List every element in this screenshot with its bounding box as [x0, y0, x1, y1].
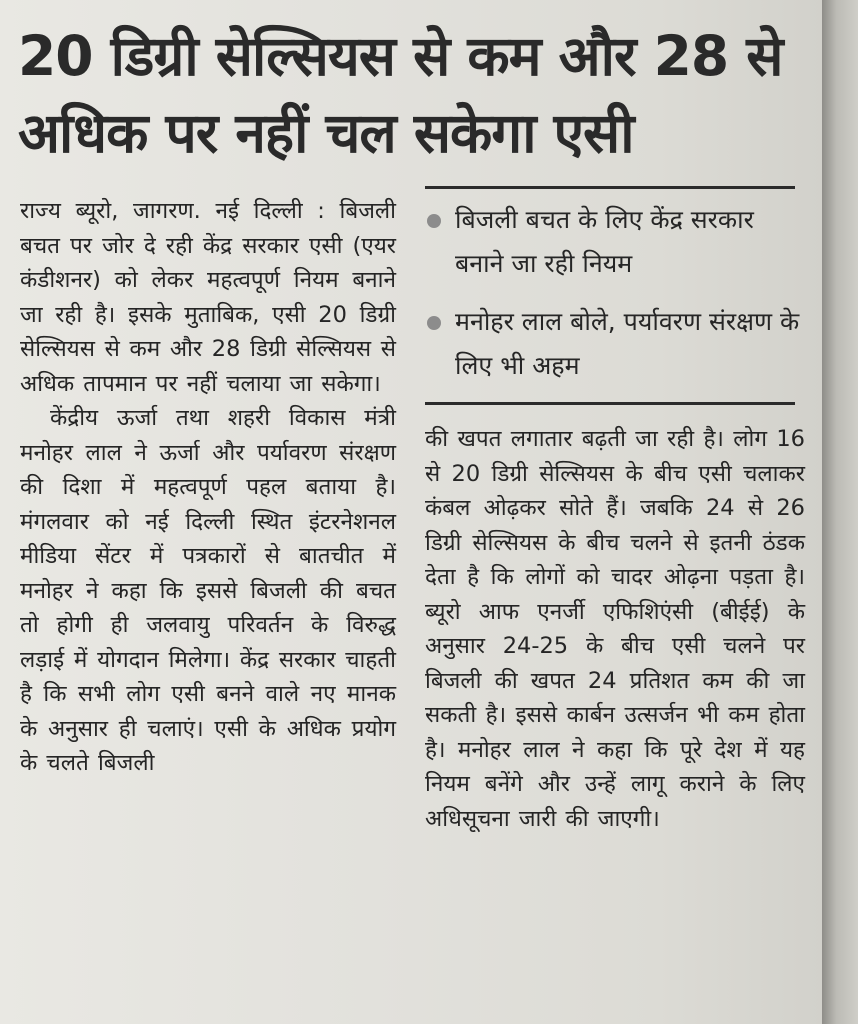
paragraph-continuation: की खपत लगातार बढ़ती जा रही है। लोग 16 से 20 डिग्री सेल्सियस के बीच एसी चलाकर कंबल ओढ़कर सोते हैं। जबकि 24 से 26 डिग्री सेल्सियस के बीच चलने से इतनी ठंडक देता है कि लोगों को चादर ओढ़ना पड़ता है। ब्यूरो आफ एनर्जी एफिशिएंसी (बीईई) के अनुसार 24-25 के बीच एसी चलने पर बिजली की खपत 24 प्रतिशत कम की जा सकती है। इससे कार्बन उत्सर्जन भी कम होता है। मनोहर लाल ने कहा कि पूरे देश में यह नियम बनेंगे और उन्हें लागू कराने के लिए अधिसूचना जारी की जाएगी।: [425, 426, 805, 832]
divider-top: [425, 186, 795, 189]
highlight-item: [425, 198, 805, 286]
bullet-icon: [427, 214, 441, 228]
headline: 20 डिग्री सेल्सियस से कम और 28 से अधिक पर नहीं चल सकेगा एसी: [18, 24, 783, 165]
highlight-text: मनोहर लाल बोले, पर्यावरण संरक्षण के लिए भी अहम: [455, 307, 800, 380]
page-edge: [822, 0, 858, 1024]
paragraph-minister: केंद्रीय ऊर्जा तथा शहरी विकास मंत्री मनोहर लाल ने ऊर्जा और पर्यावरण संरक्षण की दिशा में महत्वपूर्ण पहल बताया है। मंगलवार को नई दिल्ली स्थित इंटरनेशनल मीडिया सेंटर में पत्रकारों से बातचीत में मनोहर ने कहा कि इससे बिजली की बचत तो होगी ही जलवायु परिवर्तन के विरुद्ध लड़ाई में योगदान मिलेगा। केंद्र सरकार चाहती है कि सभी लोग एसी बनने वाले नए मानक के अनुसार ही चलाएं। एसी के अधिक प्रयोग के चलते बिजली: [20, 405, 396, 776]
paragraph-intro: राज्य ब्यूरो, जागरण. नई दिल्ली : बिजली बचत पर जोर दे रही केंद्र सरकार एसी (एयर कंडीशनर) को लेकर महत्वपूर्ण नियम बनाने जा रही है। इसके मुताबिक, एसी 20 डिग्री सेल्सियस से कम और 28 डिग्री सेल्सियस से अधिक तापमान पर नहीं चलाया जा सकेगा।: [20, 198, 396, 397]
highlights-box: [425, 198, 805, 402]
article-column-left: [20, 194, 396, 781]
bullet-icon: [427, 316, 441, 330]
highlight-text: बिजली बचत के लिए केंद्र सरकार बनाने जा रही नियम: [455, 205, 754, 278]
article-column-right: [425, 422, 805, 836]
highlight-item: [425, 300, 805, 388]
divider-bottom: [425, 402, 795, 405]
